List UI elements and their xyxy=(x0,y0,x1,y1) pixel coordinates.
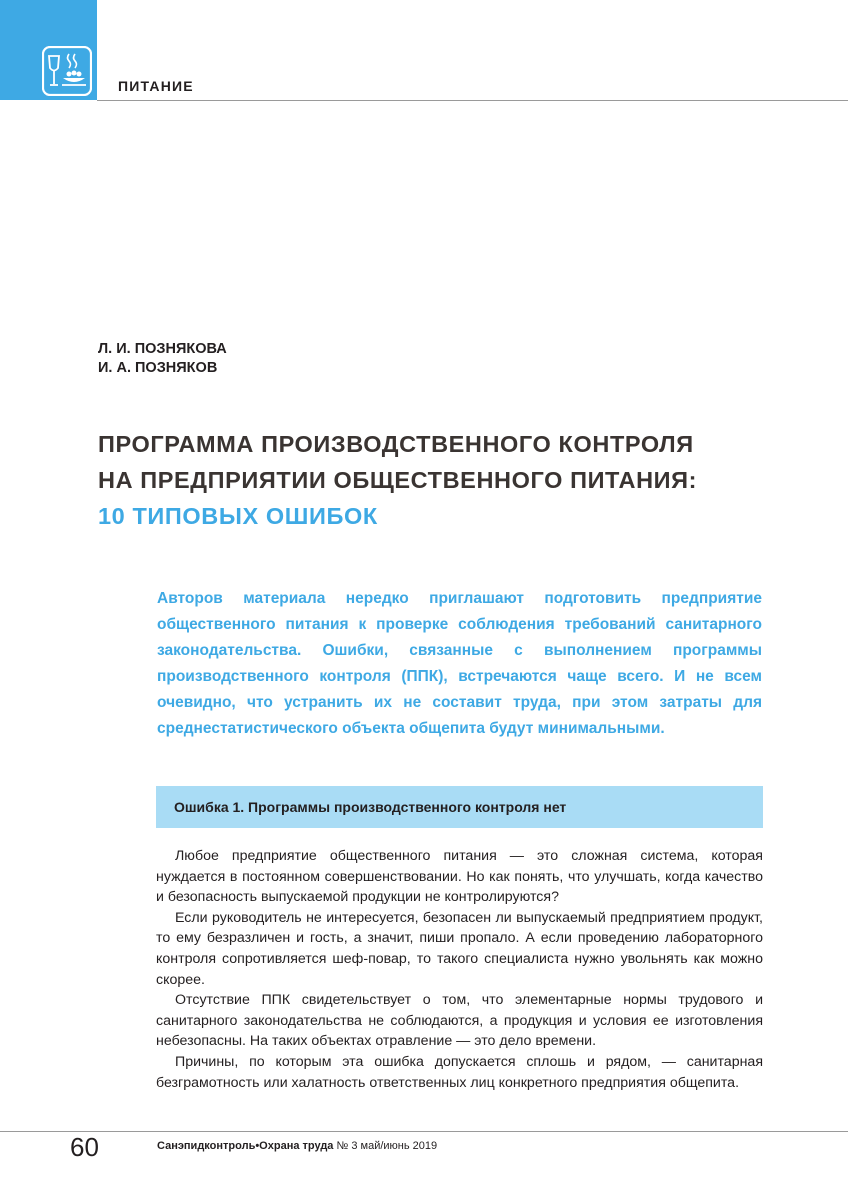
body-paragraph: Отсутствие ППК свидетельствует о том, что элементарные нормы трудового и санитарного законодательства не соблюдаются, а продукция и условия ее изготовления небезопасны. На таких объектах отравление — это дело времени. xyxy=(156,992,763,1050)
body-text xyxy=(156,846,763,1093)
author-name: Л. И. ПОЗНЯКОВА xyxy=(98,341,227,357)
footer-journal xyxy=(157,1140,437,1152)
authors xyxy=(98,340,227,378)
section-title: ПИТАНИЕ xyxy=(118,78,194,94)
error-heading-box xyxy=(156,786,763,828)
footer-rule xyxy=(0,1131,848,1132)
title-subtitle: 10 ТИПОВЫХ ОШИБОК xyxy=(98,503,378,529)
error-heading: Ошибка 1. Программы производственного контроля нет xyxy=(174,799,567,815)
title-line: НА ПРЕДПРИЯТИИ ОБЩЕСТВЕННОГО ПИТАНИЯ: xyxy=(98,467,698,493)
article-title xyxy=(98,426,798,534)
header-rule xyxy=(97,100,848,101)
body-paragraph: Причины, по которым эта ошибка допускается сплошь и рядом, — санитарная безграмотность или халатность ответственных лиц конкретного предприятия общепита. xyxy=(156,1053,763,1091)
lead-paragraph: Авторов материала нередко приглашают подготовить предприятие общественного питания к проверке соблюдения требований санитарного законодательства. Ошибки, связанные с выполнением программы производственного контроля (ППК), встречаются чаще всего. И не всем очевидно, что устранить их не составит труда, при этом затраты для среднестатистического объекта общепита будут минимальными. xyxy=(157,590,762,737)
author-name: И. А. ПОЗНЯКОВ xyxy=(98,360,218,376)
body-paragraph: Любое предприятие общественного питания — это сложная система, которая нуждается в постоянном совершенствовании. Но как понять, что улучшать, когда качество и безопасность выпускаемой продукции не контролируются? xyxy=(156,848,763,906)
glass-and-dish-icon xyxy=(42,46,92,96)
issue-info: № 3 май/июнь 2019 xyxy=(336,1140,438,1152)
title-line: ПРОГРАММА ПРОИЗВОДСТВЕННОГО КОНТРОЛЯ xyxy=(98,431,694,457)
body-paragraph: Если руководитель не интересуется, безопасен ли выпускаемый предприятием продукт, то ему безразличен и гость, а значит, пиши пропало. А если проведению лабораторного контроля сопротивляется шеф-повар, то такого специалиста нужно увольнять как можно скорее. xyxy=(156,909,763,988)
journal-name: Санэпидконтроль•Охрана труда xyxy=(157,1140,334,1152)
page-number: 60 xyxy=(70,1132,99,1162)
